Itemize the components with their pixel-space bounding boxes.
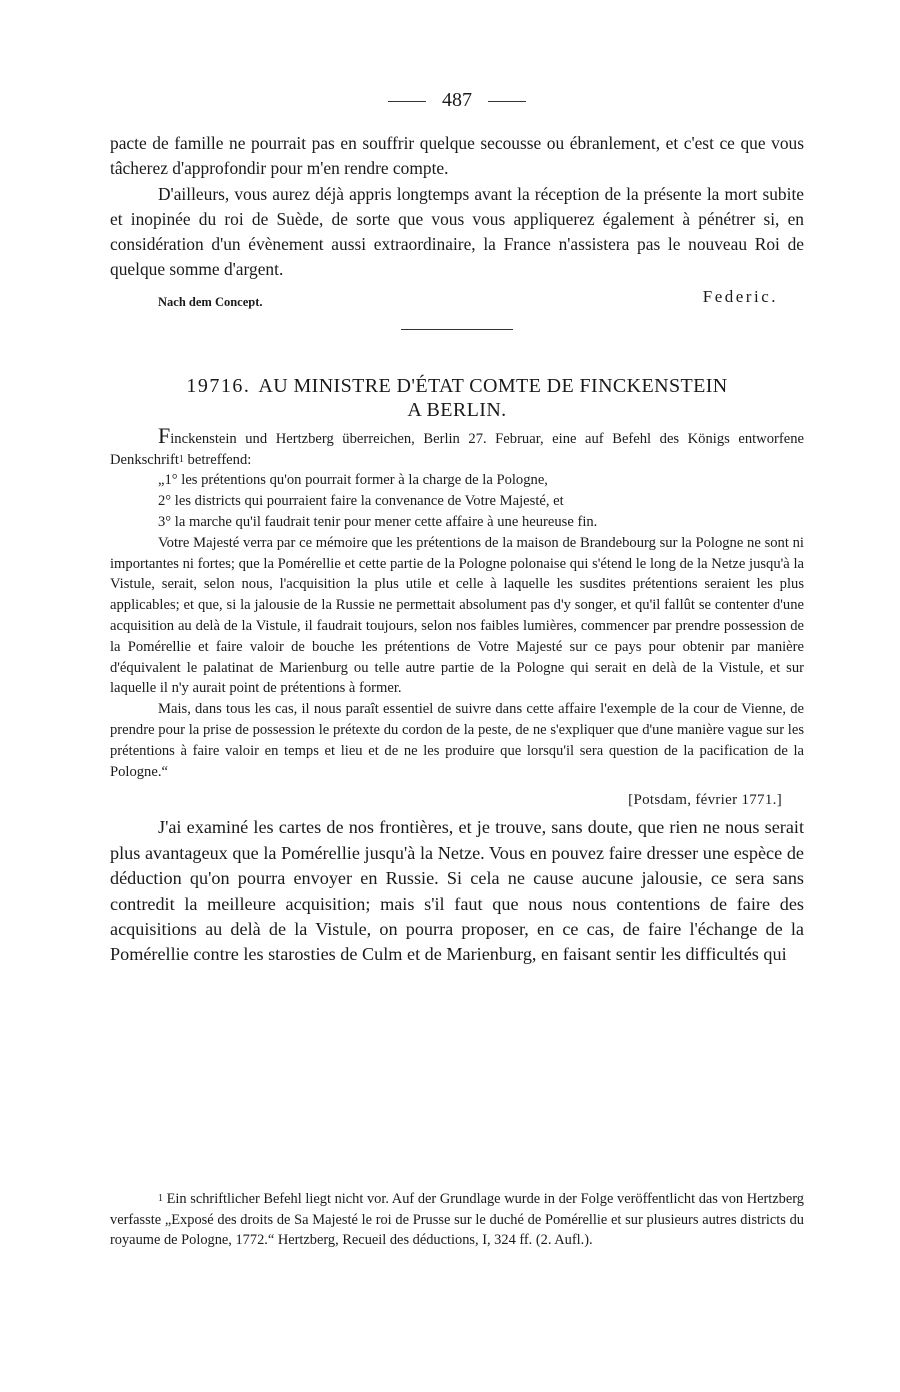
- continuation-paragraph-1: pacte de famille ne pourrait pas en souffrir quelque secousse ou ébranlement, et c'est ce que vous tâcherez d'approfondir pour m'en rendre compte.: [110, 133, 804, 179]
- summary-item-2: 2° les districts qui pourraient faire la convenance de Votre Majesté, et: [158, 493, 564, 510]
- letter-title-line-2: A BERLIN.: [407, 398, 507, 421]
- header-dash-right: [488, 101, 526, 102]
- letter-number: 19716.: [186, 374, 251, 397]
- letter-date-line: [Potsdam, février 1771.]: [628, 792, 782, 809]
- summary-dropcap: F: [158, 422, 171, 448]
- footnote: [110, 1189, 804, 1251]
- page-header: [110, 84, 804, 116]
- summary-paragraph-3: Mais, dans tous les cas, il nous paraît essentiel de suivre dans cette affaire l'exemple de la cour de Vienne, de prendre pour la prise de possession le prétexte du cordon de la peste, de ne s'expliquer que d'une manière vague sur les prétentions à faire valoir en temps et lieu et de ne les produire que lorsqu'il sera question de la pacification de la Pologne.“: [110, 701, 804, 780]
- main-paragraph: J'ai examiné les cartes de nos frontières, et je trouve, sans doute, que rien ne nous serait plus avantageux que la Pomérellie jusqu'à la Netze. Vous en pouvez faire dresser une espèce de déduction qu'on pourra envoyer en Russie. Si cela ne cause aucune jalousie, ce sera sans contredit la meilleure acquisition; mais s'il faut que nous nous contentions de faire des acquisitions au delà de la Vistule, on pourra proposer, en ce cas, de faire l'échange de la Pomérellie contre les starosties de Culm et de Marienburg, en faisant sentir les difficultés qui: [110, 817, 804, 965]
- summary-item-3: 3° la marche qu'il faudrait tenir pour mener cette affaire à une heureuse fin.: [158, 513, 598, 530]
- summary-item-1: „1° les prétentions qu'on pourrait former à la charge de la Pologne,: [158, 472, 548, 489]
- letter-title-line-1: AU MINISTRE D'ÉTAT COMTE DE FINCKENSTEIN: [258, 374, 728, 397]
- continuation-paragraph-2: D'ailleurs, vous aurez déjà appris longtemps avant la réception de la présente la mort subite et inopinée du roi de Suède, de sorte que vous vous appliquerez également à pénétrer si, en considération d'un évènement aussi extraordinaire, la France n'assistera pas le nouveau Roi de quelque somme d'argent.: [110, 183, 804, 280]
- section-divider: [401, 329, 513, 330]
- summary-intro: [110, 422, 804, 471]
- summary-intro-text: inckenstein und Hertzberg überreichen, Berlin 27. Februar, eine auf Befehl des Königs entworfene Denkschrift: [110, 430, 804, 468]
- header-dash-left: [388, 101, 426, 102]
- footnote-text: Ein schriftlicher Befehl liegt nicht vor. Auf der Grundlage wurde in der Folge veröffentlicht das von Hertzberg verfasste „Exposé des droits de Sa Majesté le roi de Prusse sur le duché de Pomérellie et sur plusieurs autres districts du royaume de Pologne, 1772.“ Hertzberg, Recueil des déductions, I, 324 ff. (2. Aufl.).: [110, 1191, 804, 1248]
- footnote-paragraph: [110, 1189, 804, 1251]
- footnote-reference: 1: [178, 453, 184, 465]
- footnote-mark: 1: [158, 1193, 163, 1204]
- letter-main-text: [110, 815, 804, 967]
- signature: Federic.: [702, 286, 778, 306]
- letter-heading: [110, 374, 804, 422]
- page-body: [110, 131, 804, 968]
- letter-summary: [110, 422, 804, 783]
- summary-paragraph-2: Votre Majesté verra par ce mémoire que les prétentions de la maison de Brandebourg sur la Pologne ne sont ni importantes ni fortes; que la Pomérellie et cette partie de la Pologne polonaise qui s'étend le long de la Netze jusqu'à la Vistule, serait, selon nous, l'acquisition la plus utile et celle à laquelle les susdites prétentions seraient les plus applicables; et que, si la jalousie de la Russie ne permettait absolument pas d'y songer, et qu'il fallût se contenter d'une acquisition au delà de la Vistule, il faudrait toujours, selon nos faibles lumières, commencer par prendre possession de la Pomérellie et faire valoir de bouche les prétentions de Votre Majesté sur ce pays pour obtenir par manière d'équivalent le palatinat de Marienburg ou telle autre partie de la Pologne qui serait en delà de la Vistule, et sur laquelle il n'y aurait point de prétentions à former.: [110, 534, 804, 697]
- page-number: 487: [442, 89, 472, 111]
- source-note: Nach dem Concept.: [158, 294, 263, 309]
- letter-heading-line-1: [110, 374, 804, 398]
- signature-row: [110, 285, 804, 315]
- summary-intro-end: betreffend:: [183, 451, 252, 468]
